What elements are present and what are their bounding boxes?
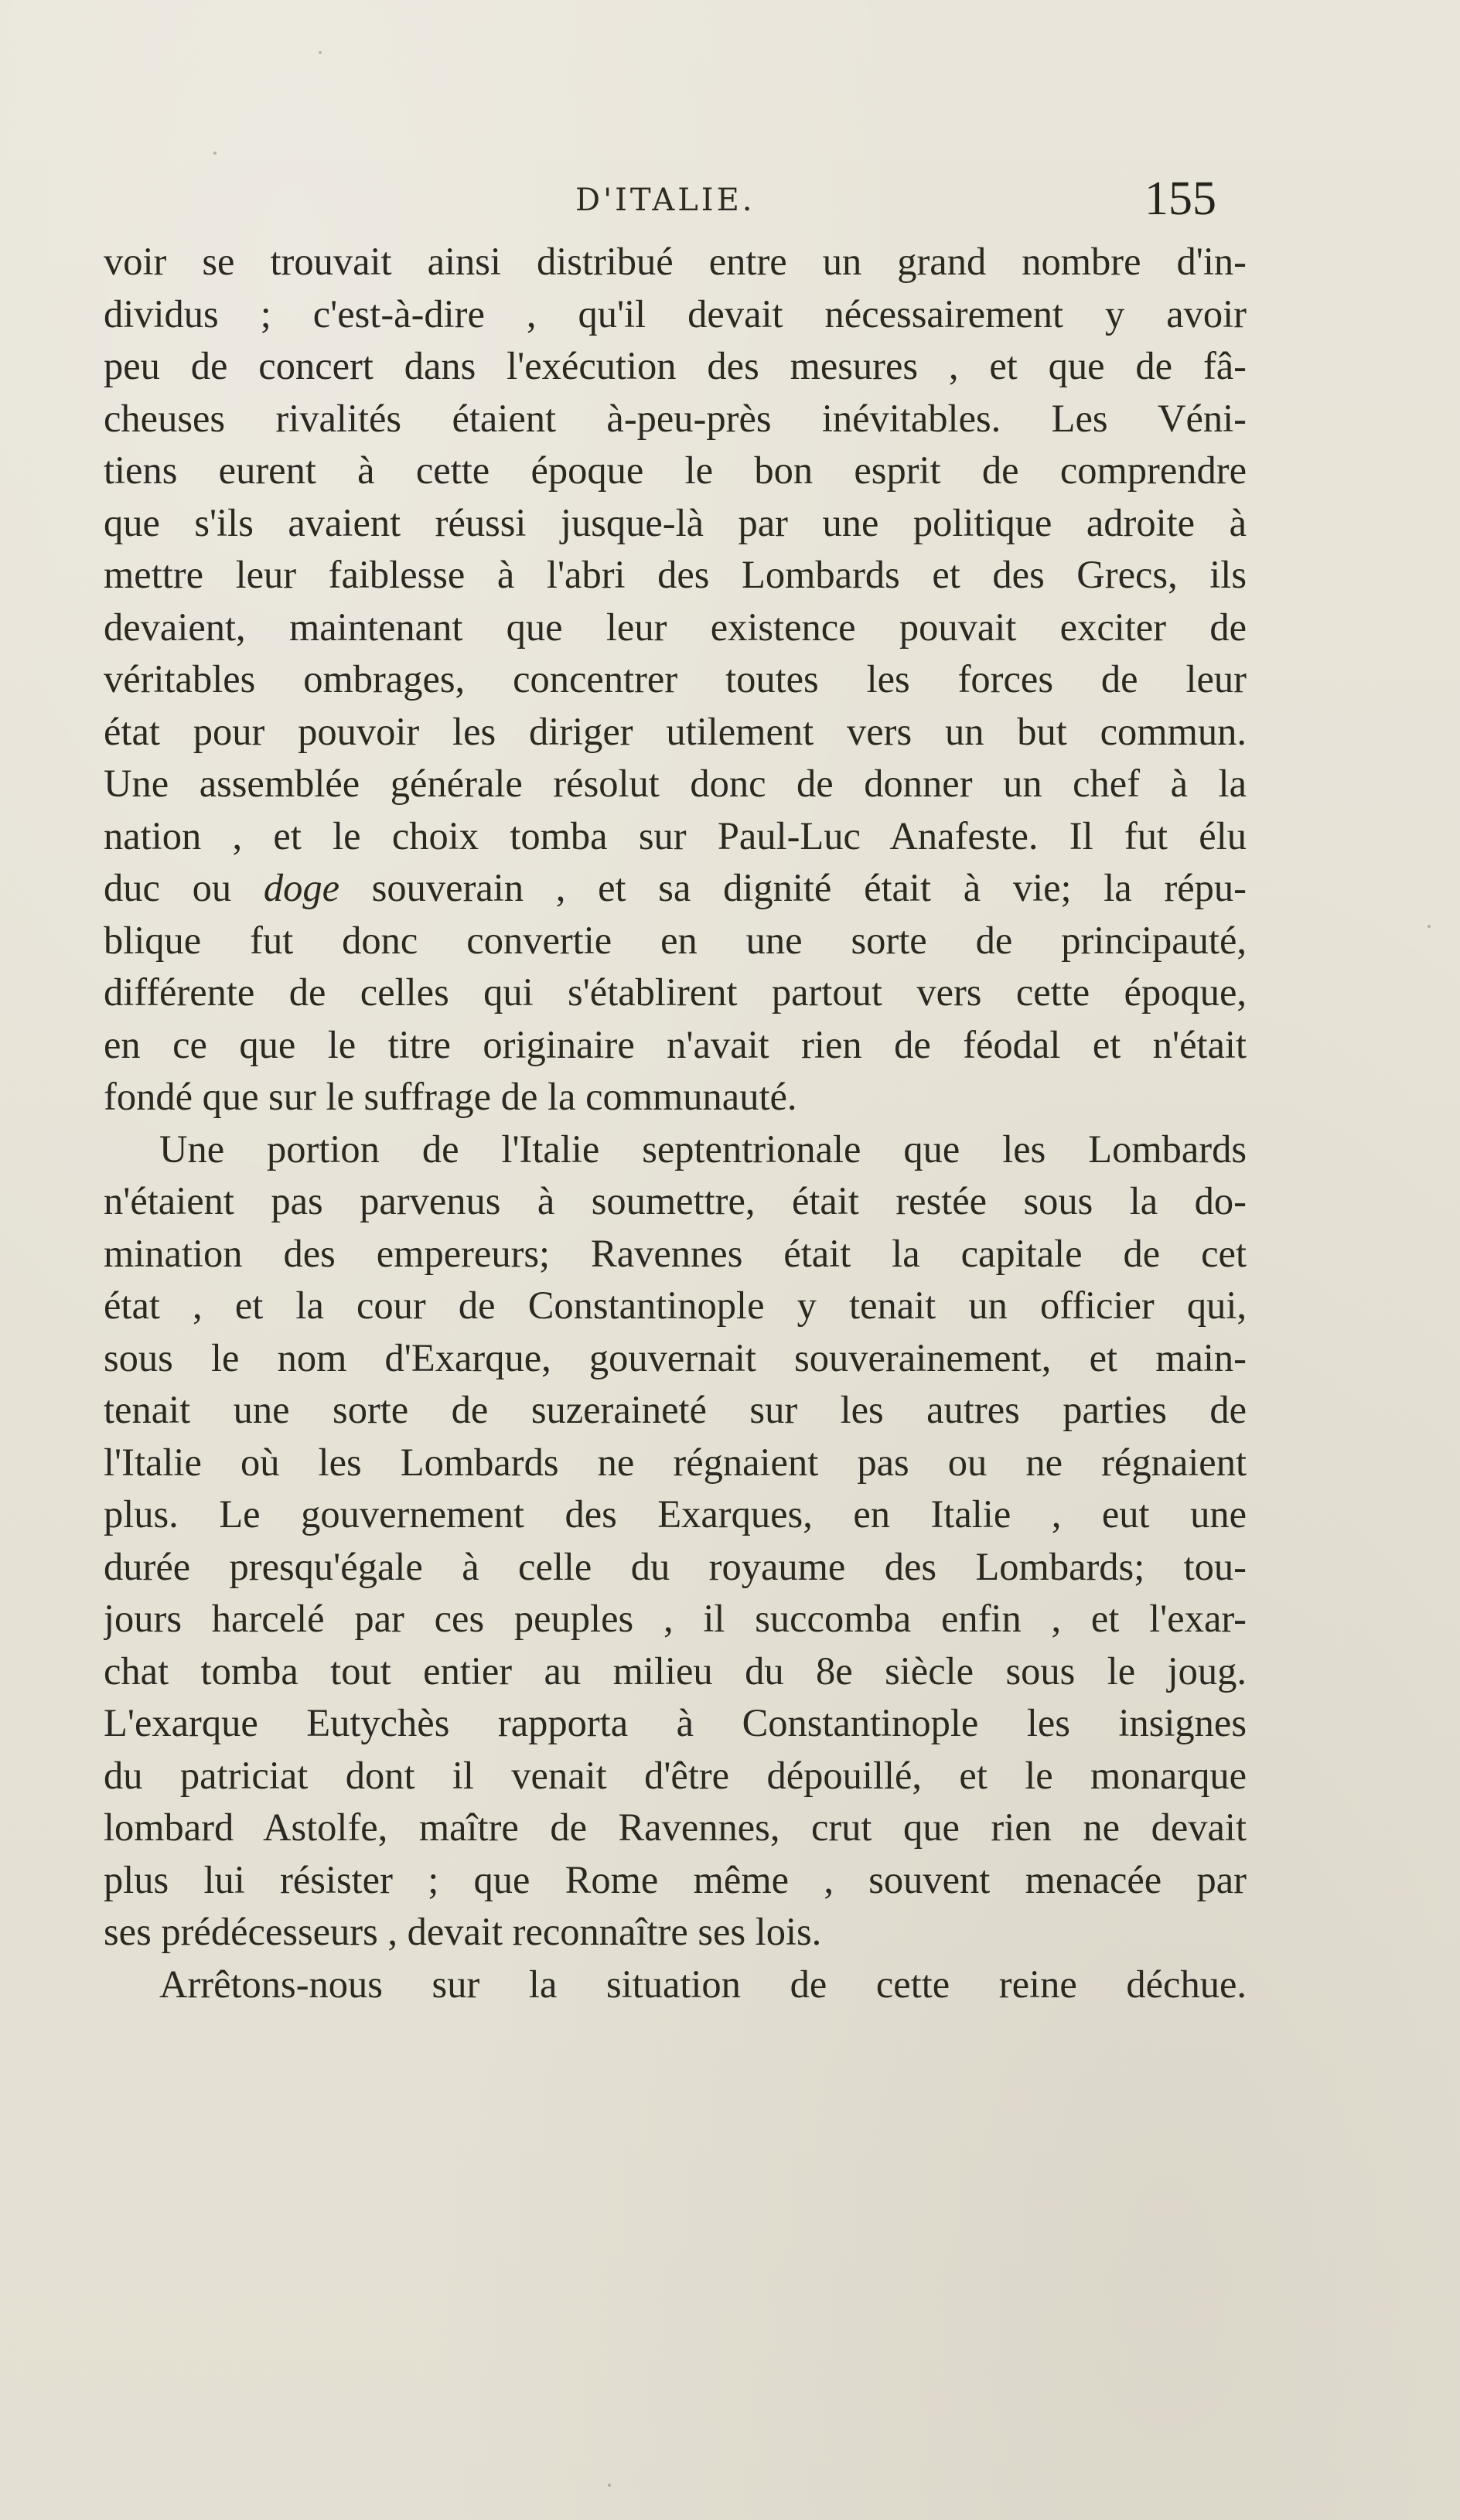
- text-line: L'exarque Eutychès rapporta à Constantinople les insignes: [104, 1701, 1247, 1744]
- text-line: en ce que le titre originaire n'avait rien de féodal et n'était: [104, 1022, 1247, 1066]
- text-line: [104, 862, 1247, 915]
- text-line: tiens eurent à cette époque le bon esprit de comprendre: [104, 448, 1247, 492]
- text-line: voir se trouvait ainsi distribué entre un grand nombre d'in-: [104, 240, 1247, 283]
- page-header: [0, 172, 1460, 226]
- italic-word-doge: doge: [263, 866, 340, 909]
- text-line-indent: Une portion de l'Italie septentrionale que les Lombards: [159, 1127, 1247, 1171]
- running-head: D'ITALIE.: [575, 182, 756, 218]
- text-line-last: ses prédécesseurs , devait reconnaître ses lois.: [104, 1910, 822, 1953]
- paper-speck: [213, 152, 217, 155]
- text-line: du patriciat dont il venait d'être dépouillé, et le monarque: [104, 1753, 1247, 1797]
- paper-speck: [319, 51, 322, 54]
- text-line: véritables ombrages, concentrer toutes les forces de leur: [104, 657, 1247, 701]
- text-line: peu de concert dans l'exécution des mesures , et que de fâ-: [104, 344, 1247, 387]
- text-line: mettre leur faiblesse à l'abri des Lombards et des Grecs, ils: [104, 553, 1247, 596]
- text-line: blique fut donc convertie en une sorte de principauté,: [104, 918, 1247, 962]
- text-line: devaient, maintenant que leur existence pouvait exciter de: [104, 605, 1247, 649]
- text-segment: souverain , et sa dignité était à vie; la répu-: [339, 866, 1247, 909]
- paper-speck: [1428, 925, 1431, 928]
- text-line: plus. Le gouvernement des Exarques, en Italie , eut une: [104, 1492, 1247, 1536]
- text-line: nation , et le choix tomba sur Paul-Luc Anafeste. Il fut élu: [104, 813, 1247, 858]
- text-line: tenait une sorte de suzeraineté sur les autres parties de: [104, 1388, 1247, 1431]
- text-line: état , et la cour de Constantinople y tenait un officier qui,: [104, 1284, 1247, 1327]
- text-line: dividus ; c'est-à-dire , qu'il devait nécessairement y avoir: [104, 292, 1247, 336]
- text-segment: duc ou: [104, 866, 264, 909]
- text-line: lombard Astolfe, maître de Ravennes, crut que rien ne devait: [104, 1806, 1247, 1849]
- text-line: différente de celles qui s'établirent partout vers cette époque,: [104, 970, 1247, 1014]
- text-line-last: fondé que sur le suffrage de la communauté.: [104, 1075, 797, 1118]
- text-line-indent: Arrêtons-nous sur la situation de cette reine déchue.: [159, 1962, 1247, 2006]
- text-line: que s'ils avaient réussi jusque-là par une politique adroite à: [104, 500, 1247, 544]
- text-line: Une assemblée générale résolut donc de donner un chef à la: [104, 762, 1247, 805]
- text-line: cheuses rivalités étaient à-peu-près inévitables. Les Véni-: [104, 396, 1247, 440]
- text-line: chat tomba tout entier au milieu du 8e siècle sous le joug.: [104, 1649, 1247, 1693]
- text-line: l'Italie où les Lombards ne régnaient pas ou ne régnaient: [104, 1440, 1247, 1484]
- text-line: n'étaient pas parvenus à soumettre, était restée sous la do-: [104, 1179, 1247, 1222]
- body-text: [104, 236, 1247, 2010]
- page-number: 155: [1144, 172, 1216, 225]
- text-line: durée presqu'égale à celle du royaume des Lombards; tou-: [104, 1544, 1247, 1588]
- text-line: état pour pouvoir les diriger utilement vers un but commun.: [104, 709, 1247, 753]
- text-line: sous le nom d'Exarque, gouvernait souverainement, et main-: [104, 1335, 1247, 1379]
- text-line: jours harcelé par ces peuples , il succomba enfin , et l'exar-: [104, 1597, 1247, 1640]
- text-line: plus lui résister ; que Rome même , souvent menacée par: [104, 1857, 1247, 1901]
- paper-speck: [608, 2484, 611, 2487]
- text-line: mination des empereurs; Ravennes était la capitale de cet: [104, 1231, 1247, 1275]
